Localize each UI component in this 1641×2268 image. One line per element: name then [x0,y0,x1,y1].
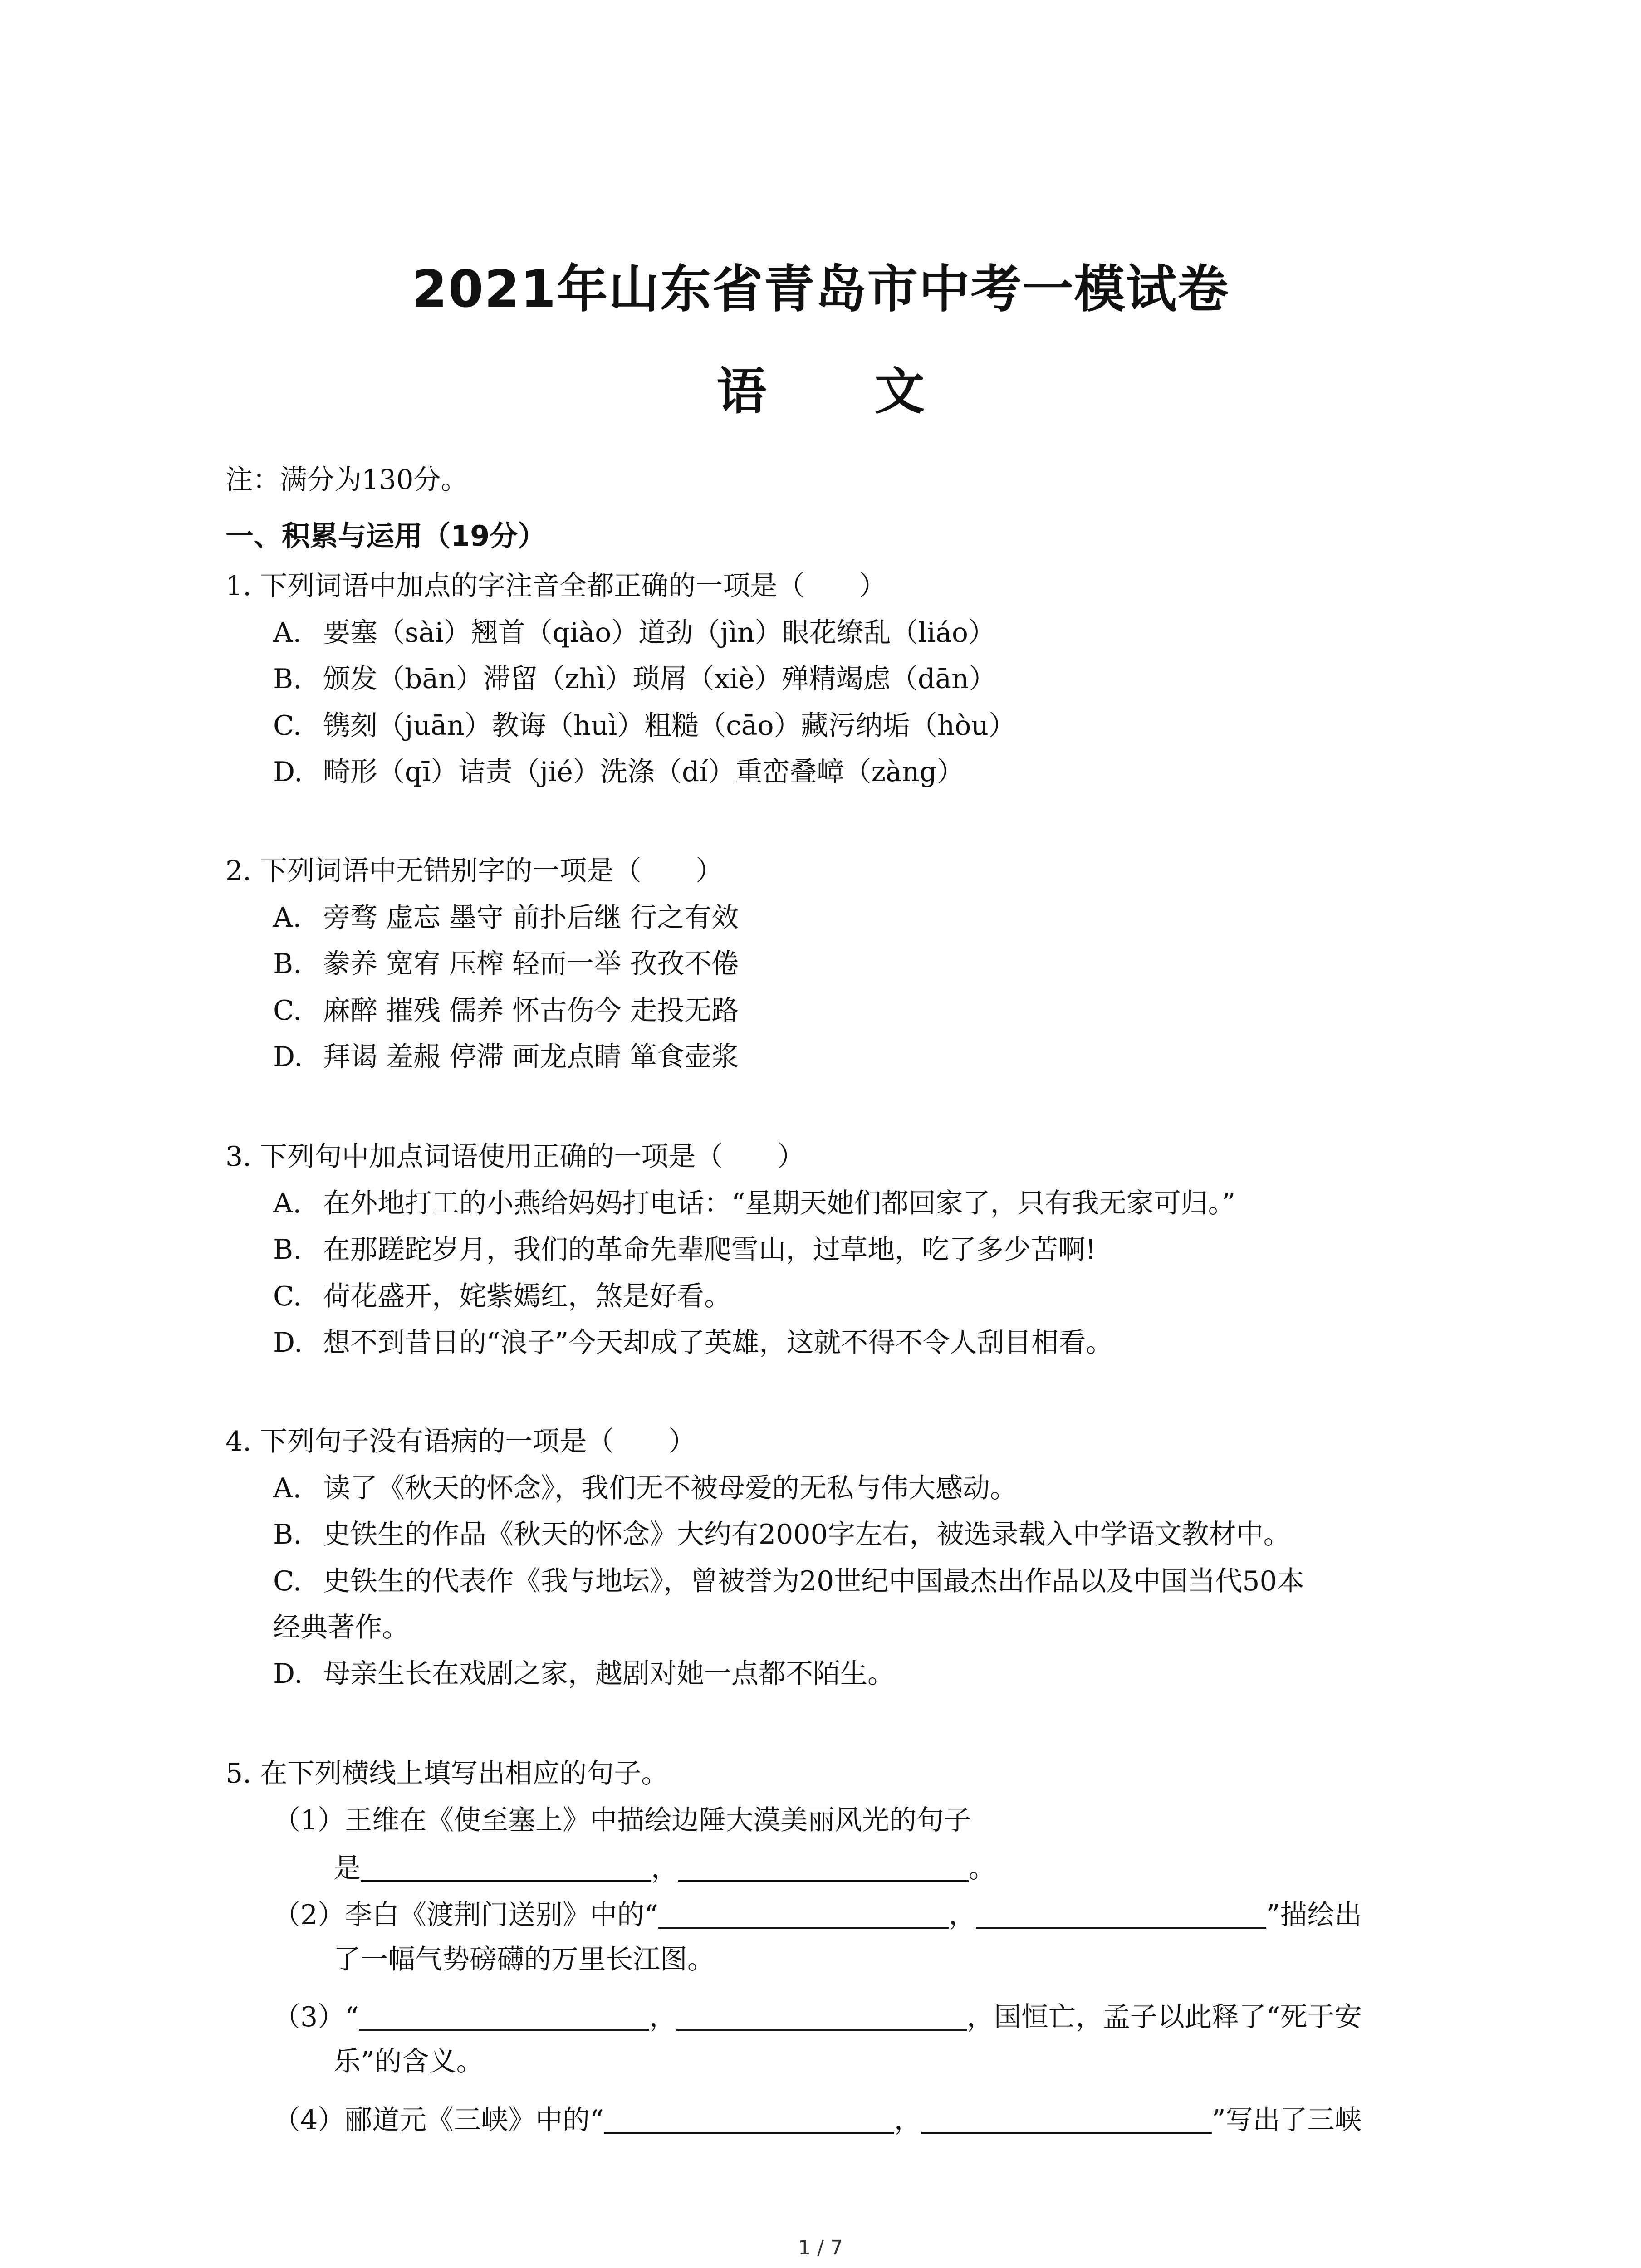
comma: ， [948,1899,976,1931]
question-5-item-1: （1）王维在《使至塞上》中描绘边陲大漠美丽风光的句子 [273,1804,971,1836]
question-2-option-b [273,950,739,978]
question-3-option-c [273,1283,731,1310]
question-3-option-d [273,1327,1113,1359]
option-letter: B. [273,1234,302,1266]
option-letter: D. [273,756,303,788]
question-5-item-3-continued: 乐”的含义。 [333,2046,484,2077]
question-2-option-a [273,902,739,934]
option-text: 旁骛 虚忘 墨守 前扑后继 行之有效 [323,902,739,934]
option-text: 要塞（sài）翘首（qiào）道劲（jìn）眼花缭乱（liáo） [323,617,995,649]
score-note: 注：满分为130分。 [225,464,468,496]
answer-blank[interactable] [359,2002,649,2031]
prefix-text: （2）李白《渡荆门送别》中的“ [273,1899,658,1931]
question-3-option-a [273,1190,1235,1217]
answer-blank[interactable] [678,1853,969,1882]
question-4-option-b [273,1521,1291,1548]
question-4-stem: 4. 下列句子没有语病的一项是（ ） [225,1426,696,1457]
answer-blank[interactable] [921,2105,1212,2134]
question-5-stem: 5. 在下列横线上填写出相应的句子。 [225,1758,669,1789]
comma: ， [649,2001,676,2033]
prefix-text: （4）郦道元《三峡》中的“ [273,2104,604,2136]
answer-blank[interactable] [604,2105,894,2134]
option-text: 母亲生长在戏剧之家，越剧对她一点都不陌生。 [323,1658,895,1690]
option-text: 畸形（qī）诘责（jié）洗涤（dí）重峦叠嶂（zàng） [323,756,964,788]
option-letter: C. [273,710,302,742]
option-text: 想不到昔日的“浪子”今天却成了英雄，这就不得不令人刮目相看。 [323,1327,1113,1359]
question-2-stem: 2. 下列词语中无错别字的一项是（ ） [225,855,723,887]
comma: ， [894,2104,921,2136]
question-4-option-a [273,1472,1017,1504]
suffix-text: ”描绘出 [1266,1899,1362,1931]
question-5-item-2-continued: 了一幅气势磅礴的万里长江图。 [333,1944,715,1975]
answer-blank[interactable] [361,1853,651,1882]
option-text: 史铁生的代表作《我与地坛》，曾被誉为20世纪中国最杰出作品以及中国当代50本 [323,1565,1304,1597]
question-3-stem: 3. 下列句中加点词语使用正确的一项是（ ） [225,1141,805,1173]
prefix-text: 是 [333,1853,361,1884]
answer-blank[interactable] [658,1900,949,1929]
option-letter: B. [273,663,302,695]
subject-title: 语 文 [716,362,970,420]
option-letter: A. [273,617,302,649]
option-letter: D. [273,1041,303,1073]
option-letter: A. [273,1472,302,1504]
comma: ， [651,1853,678,1884]
period: 。 [969,1853,996,1884]
question-2-option-d [273,1041,739,1073]
page-number: 1 / 7 [798,2236,843,2259]
question-1-option-c [273,710,1016,742]
suffix-text: ”写出了三峡 [1211,2104,1362,2136]
question-4-option-c-continued: 经典著作。 [273,1612,409,1643]
option-text: 史铁生的作品《秋天的怀念》大约有2000字左右，被选录载入中学语文教材中。 [323,1519,1291,1550]
option-text: 麻醉 摧残 儒养 怀古伤今 走投无路 [323,995,739,1026]
option-text: 荷花盛开，姹紫嫣红，煞是好看。 [323,1281,731,1312]
question-1-option-d [273,758,964,786]
question-5-item-4 [273,2105,1362,2134]
question-5-item-2 [273,1900,1362,1929]
option-text: 拜谒 羞赧 停滞 画龙点睛 箪食壶浆 [323,1041,739,1073]
exam-title: 2021年山东省青岛市中考一模试卷 [411,260,1230,319]
option-letter: A. [273,902,302,934]
option-text: 在外地打工的小燕给妈妈打电话：“星期天她们都回家了，只有我无家可归。” [323,1188,1236,1219]
question-3-option-b [273,1234,1097,1266]
option-letter: D. [273,1327,303,1359]
suffix-text: ，国恒亡，孟子以此释了“死于安 [966,2001,1362,2033]
question-4-option-c [273,1565,1304,1597]
question-1-option-b [273,665,996,693]
question-1-stem: 1. 下列词语中加点的字注音全都正确的一项是（ ） [225,570,887,602]
answer-blank[interactable] [676,2002,967,2031]
section-heading: 一、积累与运用（19分） [225,519,546,552]
question-1-option-a [273,617,995,649]
option-text: 在那蹉跎岁月，我们的革命先辈爬雪山，过草地，吃了多少苦啊! [323,1234,1097,1266]
answer-blank[interactable] [976,1900,1266,1929]
option-text: 颁发（bān）滞留（zhì）琐屑（xiè）殚精竭虑（dān） [323,663,996,695]
option-letter: C. [273,995,302,1026]
option-letter: D. [273,1658,303,1690]
option-text: 镌刻（juān）教诲（huì）粗糙（cāo）藏污纳垢（hòu） [323,710,1016,742]
question-2-option-c [273,997,739,1024]
question-5-item-3 [273,2002,1362,2031]
option-letter: A. [273,1188,302,1219]
question-4-option-d [273,1658,895,1690]
option-letter: B. [273,948,302,980]
option-letter: C. [273,1565,302,1597]
prefix-text: （3）“ [273,2001,359,2033]
option-letter: B. [273,1519,302,1550]
option-text: 豢养 宽宥 压榨 轻而一举 孜孜不倦 [323,948,739,980]
option-text: 读了《秋天的怀念》，我们无不被母爱的无私与伟大感动。 [323,1472,1017,1504]
question-5-item-1-answer [333,1853,996,1882]
option-letter: C. [273,1281,302,1312]
